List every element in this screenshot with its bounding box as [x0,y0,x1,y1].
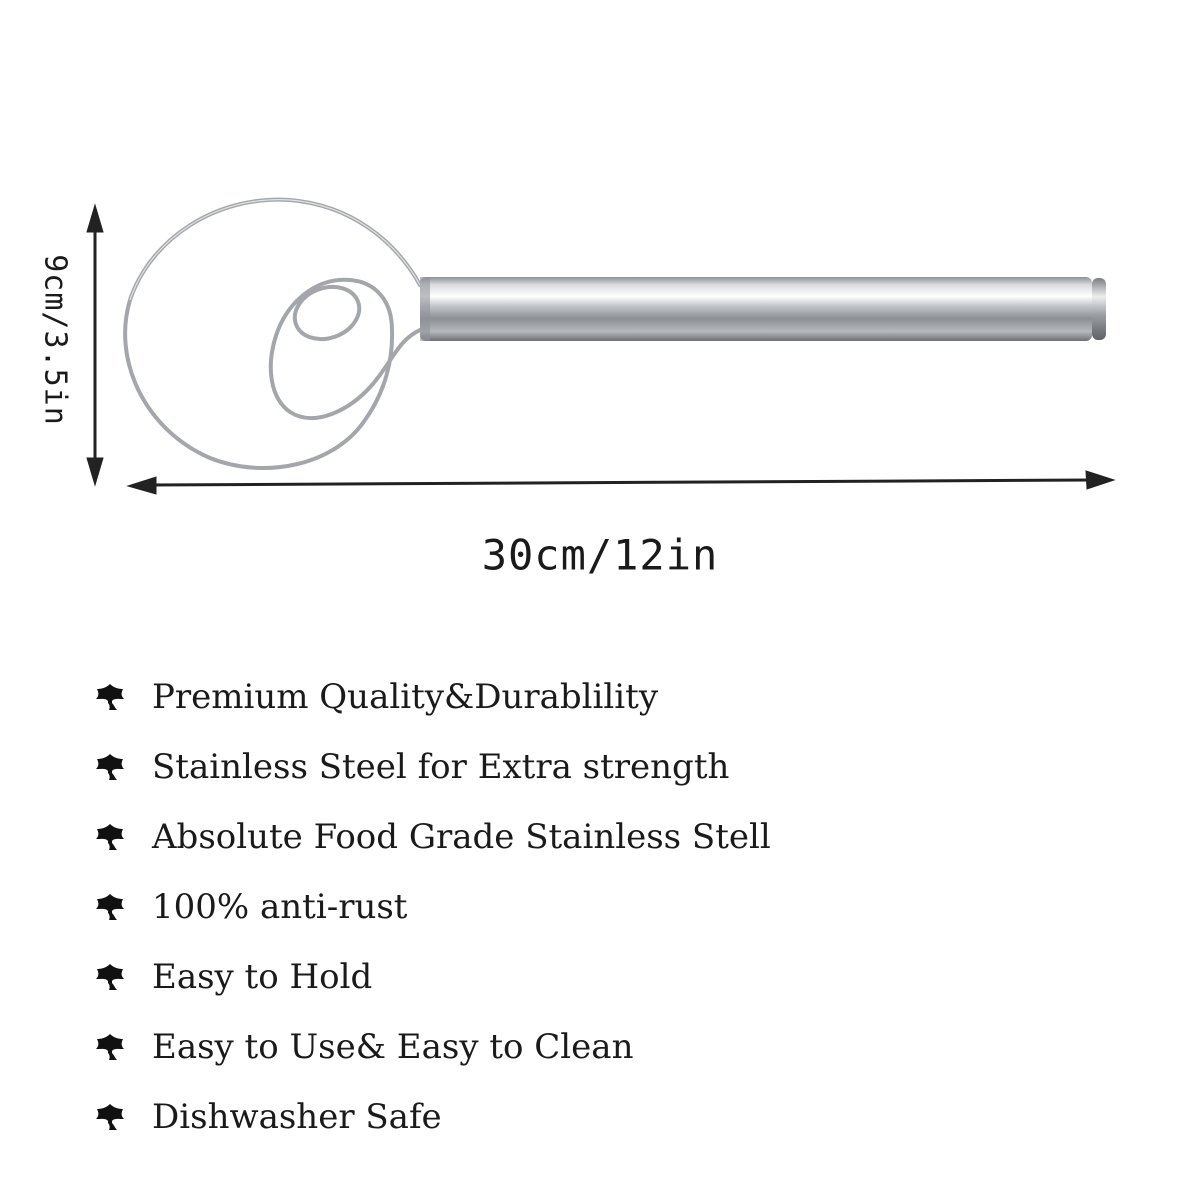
leaf-bullet-icon [92,682,128,712]
feature-item [92,1082,771,1152]
feature-text: Easy to Hold [152,957,373,997]
length-dimension-label: 30cm/12in [481,530,719,580]
whisk-handle [420,277,1106,341]
feature-text: Easy to Use& Easy to Clean [152,1027,634,1067]
leaf-bullet-icon [92,1032,128,1062]
feature-text: Absolute Food Grade Stainless Stell [152,817,771,857]
feature-text: Dishwasher Safe [152,1097,442,1137]
feature-item [92,1012,771,1082]
leaf-bullet-icon [92,892,128,922]
height-dimension-arrow [87,205,103,485]
feature-item [92,732,771,802]
leaf-bullet-icon [92,752,128,782]
feature-text: Premium Quality&Durablility [152,677,659,717]
leaf-bullet-icon [92,822,128,852]
feature-item [92,872,771,942]
height-dimension-label: 9cm/3.5in [37,254,73,426]
leaf-bullet-icon [92,1102,128,1132]
feature-list [92,662,771,1152]
whisk-wire [125,200,420,468]
feature-item [92,662,771,732]
feature-text: 100% anti-rust [152,887,408,927]
feature-text: Stainless Steel for Extra strength [152,747,730,787]
feature-item [92,802,771,872]
length-dimension-arrow [128,471,1114,494]
leaf-bullet-icon [92,962,128,992]
feature-item [92,942,771,1012]
